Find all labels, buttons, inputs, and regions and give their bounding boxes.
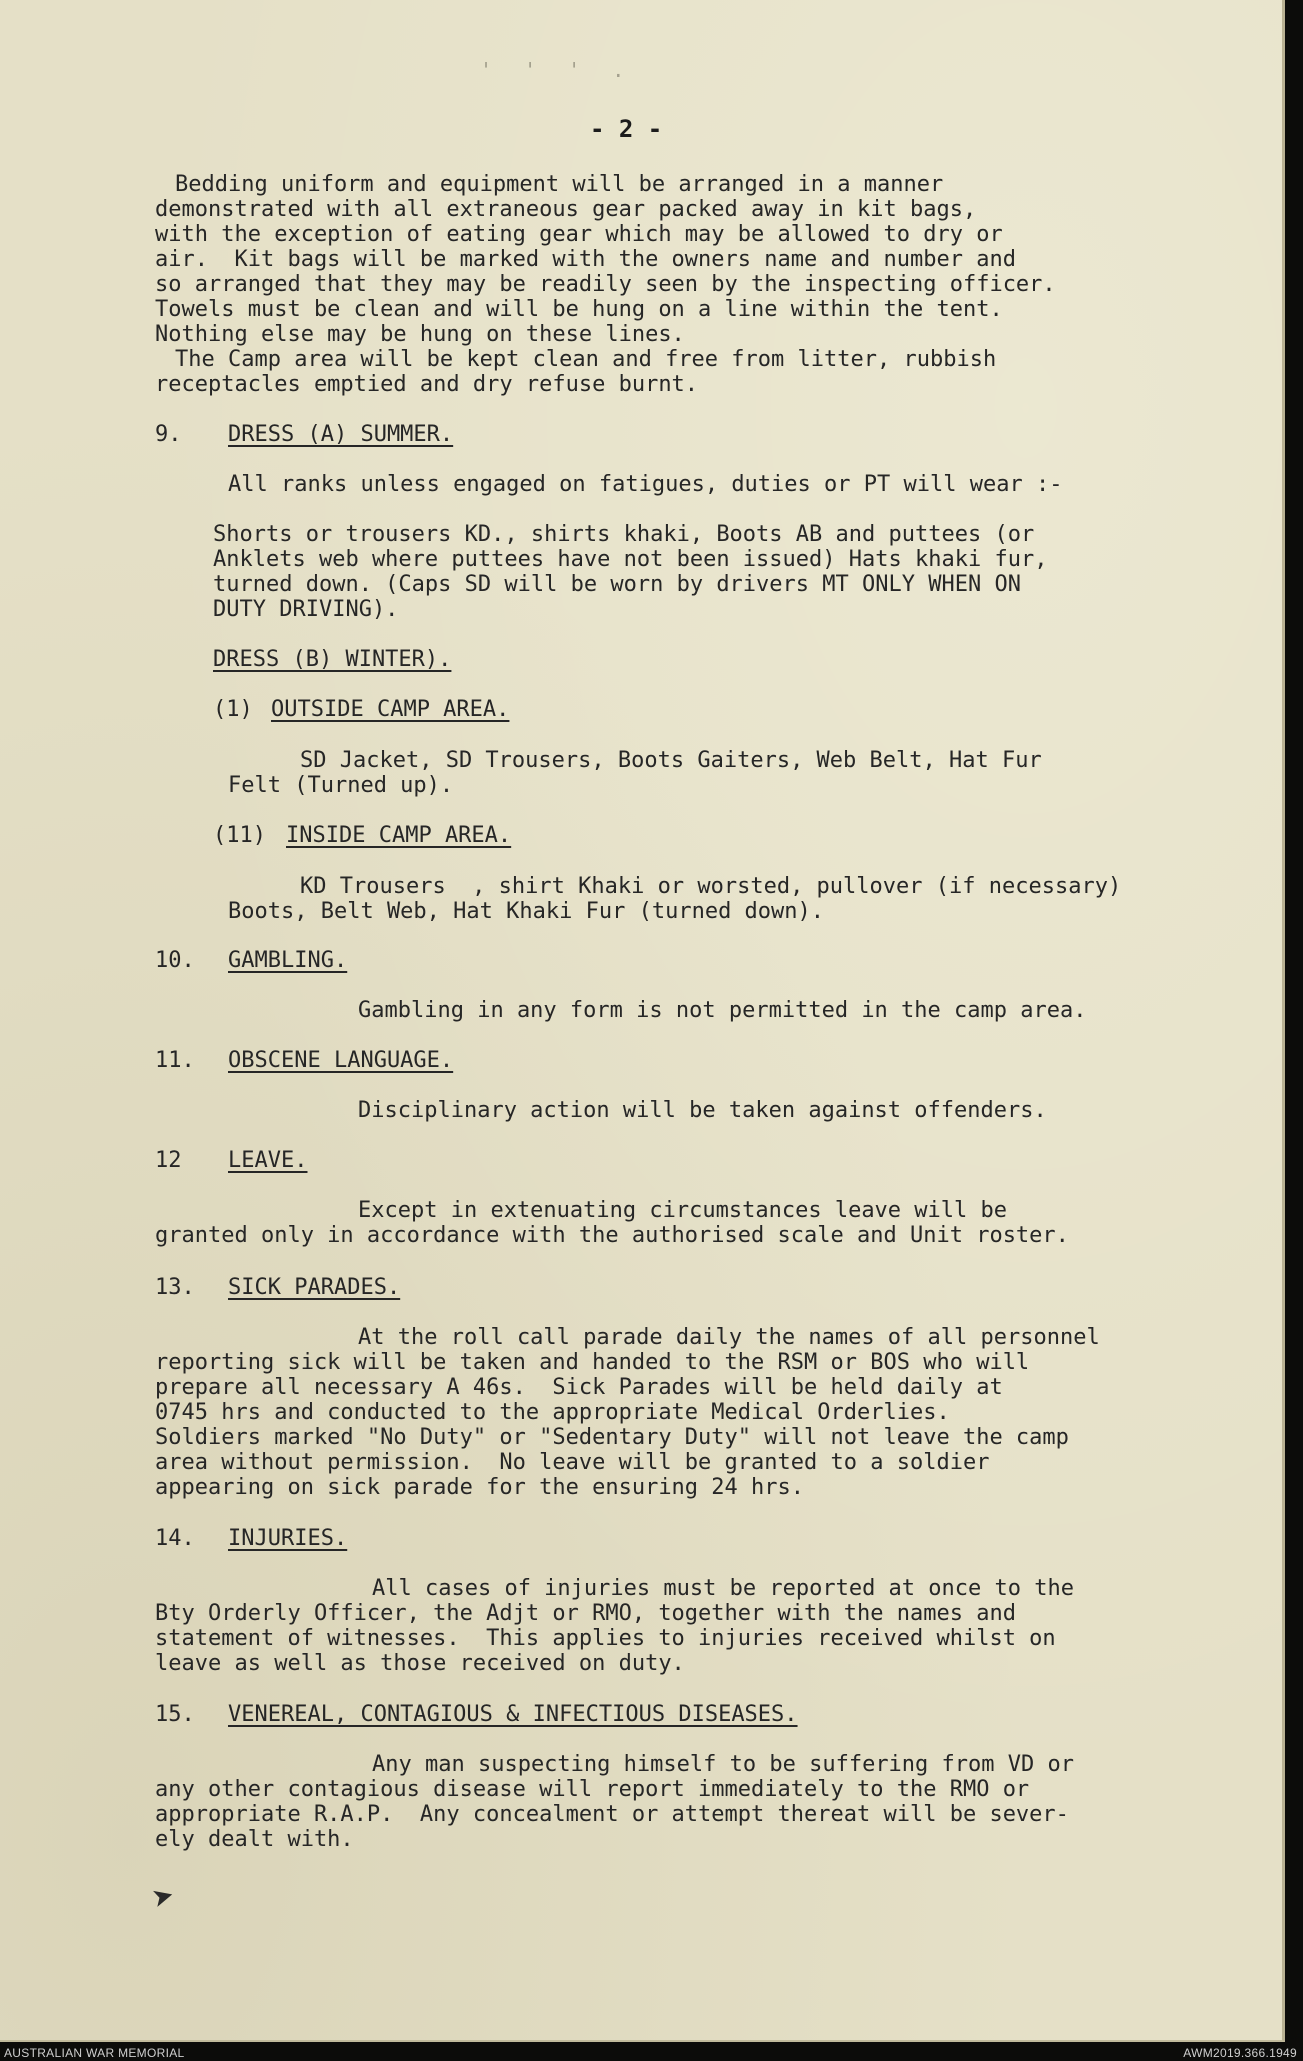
faint-top-mark: ' ' ' . xyxy=(480,58,635,82)
archive-reference: AWM2019.366.1949 xyxy=(1183,2046,1297,2060)
section-13-line: Soldiers marked "No Duty" or "Sedentary Duty" will not leave the camp xyxy=(155,1425,1069,1450)
intro-line: demonstrated with all extraneous gear packed away in kit bags, xyxy=(155,197,977,222)
section-14-line: All cases of injuries must be reported at once to the xyxy=(372,1576,1074,1601)
inside-camp-heading: INSIDE CAMP AREA. xyxy=(286,823,512,848)
archive-credit: AUSTRALIAN WAR MEMORIAL xyxy=(4,2046,185,2060)
section-14-heading: INJURIES. xyxy=(228,1526,348,1551)
section-15-line: appropriate R.A.P. Any concealment or attempt thereat will be sever- xyxy=(155,1802,1069,1827)
intro-line: Nothing else may be hung on these lines. xyxy=(155,322,685,347)
outside-camp-number: (1) xyxy=(213,697,253,722)
intro-line: with the exception of eating gear which may be allowed to dry or xyxy=(155,222,1003,247)
intro-line: Bedding uniform and equipment will be arranged in a manner xyxy=(175,172,944,197)
section-15-number: 15. xyxy=(155,1702,195,1727)
outside-camp-heading: OUTSIDE CAMP AREA. xyxy=(271,697,510,722)
section-12-line: Except in extenuating circumstances leave will be xyxy=(358,1198,1008,1223)
section-13-line: appearing on sick parade for the ensuring 24 hrs. xyxy=(155,1475,805,1500)
section-12-heading: LEAVE. xyxy=(228,1148,308,1173)
section-13-line: area without permission. No leave will be granted to a soldier xyxy=(155,1450,990,1475)
outside-camp-line: SD Jacket, SD Trousers, Boots Gaiters, Web Belt, Hat Fur xyxy=(300,748,1042,773)
section-9-number: 9. xyxy=(155,422,182,447)
page-number: - 2 - xyxy=(590,115,663,143)
section-11-heading: OBSCENE LANGUAGE. xyxy=(228,1048,454,1073)
section-14-line: statement of witnesses. This applies to injuries received whilst on xyxy=(155,1626,1056,1651)
section-9-intro: All ranks unless engaged on fatigues, duties or PT will wear :- xyxy=(228,472,1063,497)
section-13-line: 0745 hrs and conducted to the appropriate Medical Orderlies. xyxy=(155,1400,950,1425)
intro-line: receptacles emptied and dry refuse burnt. xyxy=(155,372,699,397)
intro-line: so arranged that they may be readily seen by the inspecting officer. xyxy=(155,272,1056,297)
section-15-line: any other contagious disease will report immediately to the RMO or xyxy=(155,1777,1030,1802)
outside-camp-line: Felt (Turned up). xyxy=(228,773,454,798)
section-13-line: reporting sick will be taken and handed to the RSM or BOS who will xyxy=(155,1350,1030,1375)
inside-camp-line: Boots, Belt Web, Hat Khaki Fur (turned down). xyxy=(228,899,825,924)
summer-dress-line: turned down. (Caps SD will be worn by drivers MT ONLY WHEN ON xyxy=(213,572,1021,597)
section-10-text: Gambling in any form is not permitted in the camp area. xyxy=(358,998,1087,1023)
section-15-heading: VENEREAL, CONTAGIOUS & INFECTIOUS DISEASES. xyxy=(228,1702,798,1727)
section-14-number: 14. xyxy=(155,1526,195,1551)
intro-line: The Camp area will be kept clean and free from litter, rubbish xyxy=(175,347,997,372)
summer-dress-line: DUTY DRIVING). xyxy=(213,597,399,622)
winter-dress-heading: DRESS (B) WINTER). xyxy=(213,647,452,672)
section-14-line: Bty Orderly Officer, the Adjt or RMO, together with the names and xyxy=(155,1601,1016,1626)
section-15-line: ely dealt with. xyxy=(155,1827,354,1852)
intro-line: Towels must be clean and will be hung on a line within the tent. xyxy=(155,297,1003,322)
section-10-heading: GAMBLING. xyxy=(228,948,348,973)
intro-line: air. Kit bags will be marked with the owners name and number and xyxy=(155,247,1016,272)
section-13-line: prepare all necessary A 46s. Sick Parades will be held daily at xyxy=(155,1375,1003,1400)
section-11-text: Disciplinary action will be taken against offenders. xyxy=(358,1098,1047,1123)
section-11-number: 11. xyxy=(155,1048,195,1073)
section-13-line: At the roll call parade daily the names of all personnel xyxy=(358,1325,1100,1350)
ink-mark-icon: ➤ xyxy=(148,1879,178,1915)
summer-dress-line: Anklets web where puttees have not been issued) Hats khaki fur, xyxy=(213,547,1048,572)
inside-camp-line: KD Trousers , shirt Khaki or worsted, pullover (if necessary) xyxy=(300,874,1122,899)
section-12-number: 12 xyxy=(155,1148,182,1173)
section-15-line: Any man suspecting himself to be suffering from VD or xyxy=(372,1752,1074,1777)
section-13-heading: SICK PARADES. xyxy=(228,1275,401,1300)
section-9-heading: DRESS (A) SUMMER. xyxy=(228,422,454,447)
summer-dress-line: Shorts or trousers KD., shirts khaki, Boots AB and puttees (or xyxy=(213,522,1035,547)
section-13-number: 13. xyxy=(155,1275,195,1300)
section-14-line: leave as well as those received on duty. xyxy=(155,1651,685,1676)
section-12-line: granted only in accordance with the authorised scale and Unit roster. xyxy=(155,1223,1069,1248)
section-10-number: 10. xyxy=(155,948,195,973)
inside-camp-number: (11) xyxy=(213,823,266,848)
